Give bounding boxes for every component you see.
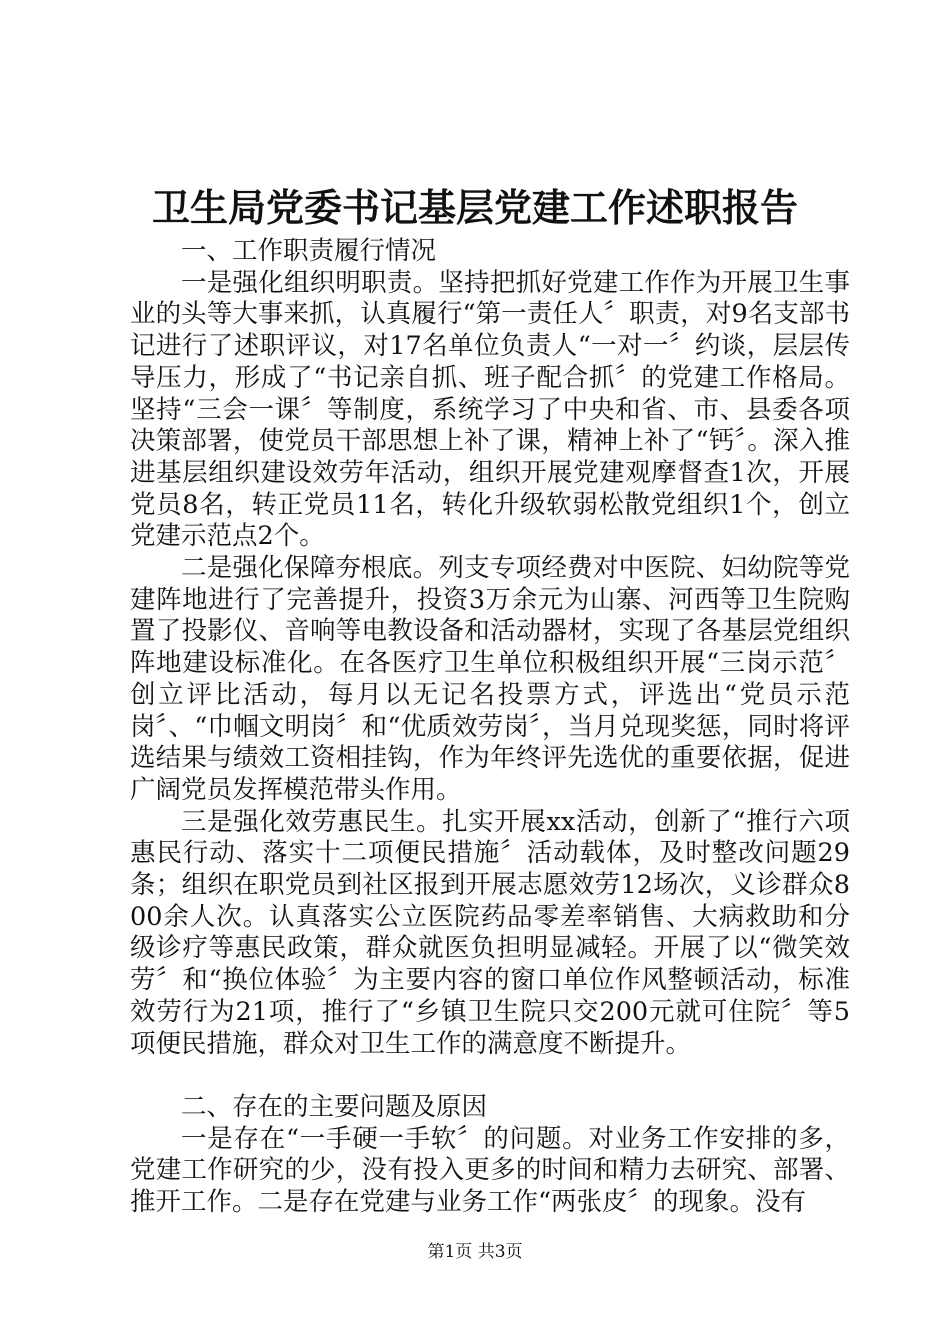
- document-title: 卫生局党委书记基层党建工作述职报告: [151, 185, 798, 230]
- section-heading-2: 二、存在的主要问题及原因: [181, 1091, 488, 1122]
- paragraph-guarantee: 二是强化保障夯根底。列支专项经费对中医院、妇幼院等党建阵地进行了完善提升，投资3万余元为山寨、河西等卫生院购置了投影仪、音响等电教设备和活动器材，实现了各基层党组织阵地建设标准化。在各医疗卫生单位积极组织开展“三岗示范〞创立评比活动，每月以无记名投票方式，评选出“党员示范岗〞、“巾帼文明岗〞和“优质效劳岗〞，当月兑现奖惩，同时将评选结果与绩效工资相挂钩，作为年终评先选优的重要依据，促进广阔党员发挥模范带头作用。: [130, 553, 850, 805]
- paragraph-organization: 一是强化组织明职责。坚持把抓好党建工作作为开展卫生事业的头等大事来抓，认真履行“第一责任人〞职责，对9名支部书记进行了述职评议，对17名单位负责人“一对一〞约谈，层层传导压力，形成了“书记亲自抓、班子配合抓〞的党建工作格局。坚持“三会一课〞等制度，系统学习了中央和省、市、县委各项决策部署，使党员干部思想上补了课，精神上补了“钙〞。深入推进基层组织建设效劳年活动，组织开展党建观摩督查1次，开展党员8名，转正党员11名，转化升级软弱松散党组织1个，创立党建示范点2个。: [130, 267, 850, 552]
- section-heading-1: 一、工作职责履行情况: [181, 236, 437, 266]
- document-body: [130, 236, 850, 1219]
- page-number: 第1页 共3页: [427, 1242, 523, 1262]
- paragraph-spacer: [130, 1060, 850, 1092]
- paragraph-problems: 一是存在“一手硬一手软〞的问题。对业务工作安排的多，党建工作研究的少，没有投入更多的时间和精力去研究、部署、推开工作。二是存在党建与业务工作“两张皮〞的现象。没有: [130, 1123, 850, 1218]
- paragraph-service: 三是强化效劳惠民生。扎实开展xx活动，创新了“推行六项惠民行动、落实十二项便民措施〞活动载体，及时整改问题29条；组织在职党员到社区报到开展志愿效劳12场次，义诊群众800余人次。认真落实公立医院药品零差率销售、大病救助和分级诊疗等惠民政策，群众就医负担明显减轻。开展了以“微笑效劳〞和“换位体验〞为主要内容的窗口单位作风整顿活动，标准效劳行为21项，推行了“乡镇卫生院只交200元就可住院〞等5项便民措施，群众对卫生工作的满意度不断提升。: [130, 806, 850, 1059]
